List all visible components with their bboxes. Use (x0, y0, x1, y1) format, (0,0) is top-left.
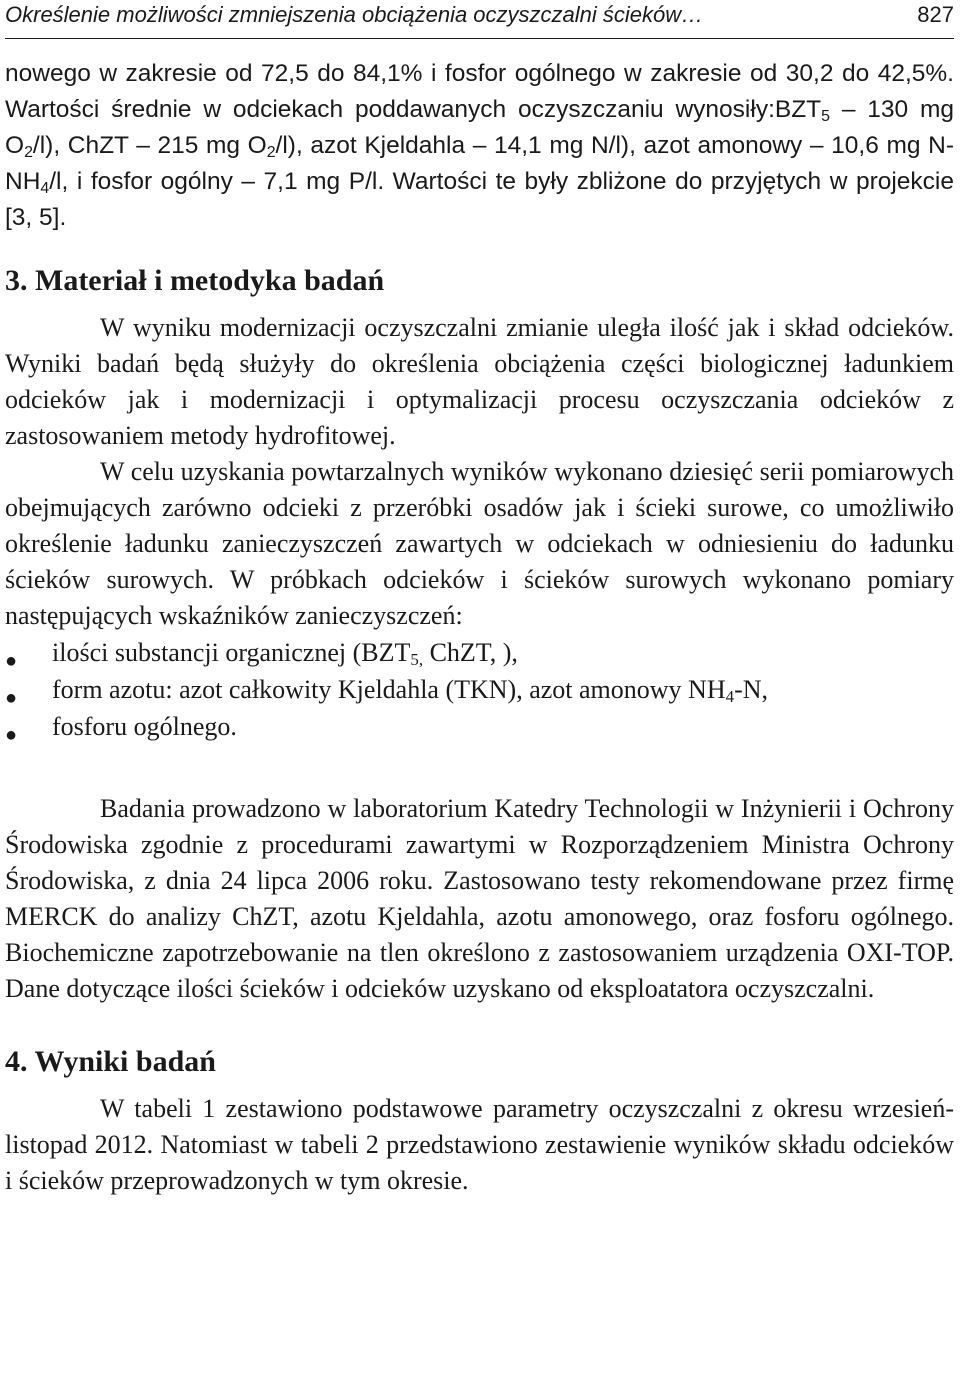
page-number: 827 (917, 2, 954, 27)
section-3-heading: 3. Materiał i metodyka badań (5, 264, 385, 297)
section-3-paragraph-1: W wyniku modernizacji oczyszczalni zmianie uległa ilość jak i skład odcieków. Wyniki badań będą służyły do określenia obciążenia części biologicznej ładunkiem odcieków jak i modernizacji i optymalizacji procesu oczyszczania odcieków z zastosowaniem metody hydrofitowej. (5, 313, 954, 450)
header-title: Określenie możliwości zmniejszenia obciążenia oczyszczalni ścieków… (5, 2, 704, 27)
list-item: ● form azotu: azot całkowity Kjeldahla (TKN), azot amonowy $NH_4-N$, (5, 671, 954, 708)
section-4-heading: 4. Wyniki badań (5, 1045, 216, 1078)
intro-paragraph: nowego w zakresie od 72,5 do 84,1% i fosfor ogólnego w zakresie od 30,2 do 42,5%. Wartości średnie w odciekach poddawanych oczyszczaniu $wynosiły:BZT_5 - 130$ mg $O_2/l$), ChZT – 215 mg $O_2/l$), azot Kjeldahla – 14,1 mg N/l), azot amonowy – 10,6 mg $N-NH_4/l$, i fosfor ogólny – 7,1 mg P/l. Wartości te były zbliżone do przyjętych w projekcie [3, 5]. (5, 60, 955, 231)
bullet-icon: ● (5, 724, 18, 746)
section-3-paragraph-3: Badania prowadzono w laboratorium Katedry Technologii w Inżynierii i Ochrony Środowiska zgodnie z procedurami zawartymi w Rozporządzeniem Ministra Ochrony Środowiska, z dnia 24 lipca 2006 roku. Zastosowano testy rekomendowane przez firmę MERCK do analizy ChZT, azotu Kjeldahla, azotu amonowego, oraz fosforu ogólnego. Biochemiczne zapotrzebowanie na tlen określono z zastosowaniem urządzenia OXI-TOP. Dane dotyczące ilości ścieków i odcieków uzyskano od eksploatatora oczyszczalni. (5, 794, 954, 1003)
list-item: ● ilości substancji organicznej ($BZT_{5,}$ ChZT, ), (5, 634, 954, 671)
running-header (5, 0, 954, 39)
indicator-list (5, 634, 954, 745)
list-item: ● fosforu ogólnego. (5, 708, 954, 745)
bullet-icon: ● (5, 687, 18, 709)
section-4-paragraph-1: W tabeli 1 zestawiono podstawowe parametry oczyszczalni z okresu wrzesień-listopad 2012. Natomiast w tabeli 2 przedstawiono zestawienie wyników składu odcieków i ścieków przeprowadzonych w tym okresie. (5, 1094, 954, 1195)
bullet-icon: ● (5, 650, 18, 672)
section-3-paragraph-2: W celu uzyskania powtarzalnych wyników wykonano dziesięć serii pomiarowych obejmujących zarówno odcieki z przeróbki osadów jak i ścieki surowe, co umożliwiło określenie ładunku zanieczyszczeń zawartych w odciekach w odniesieniu do ładunku ścieków surowych. W próbkach odcieków i ścieków surowych wykonano pomiary następujących wskaźników zanieczyszczeń: (5, 457, 954, 630)
